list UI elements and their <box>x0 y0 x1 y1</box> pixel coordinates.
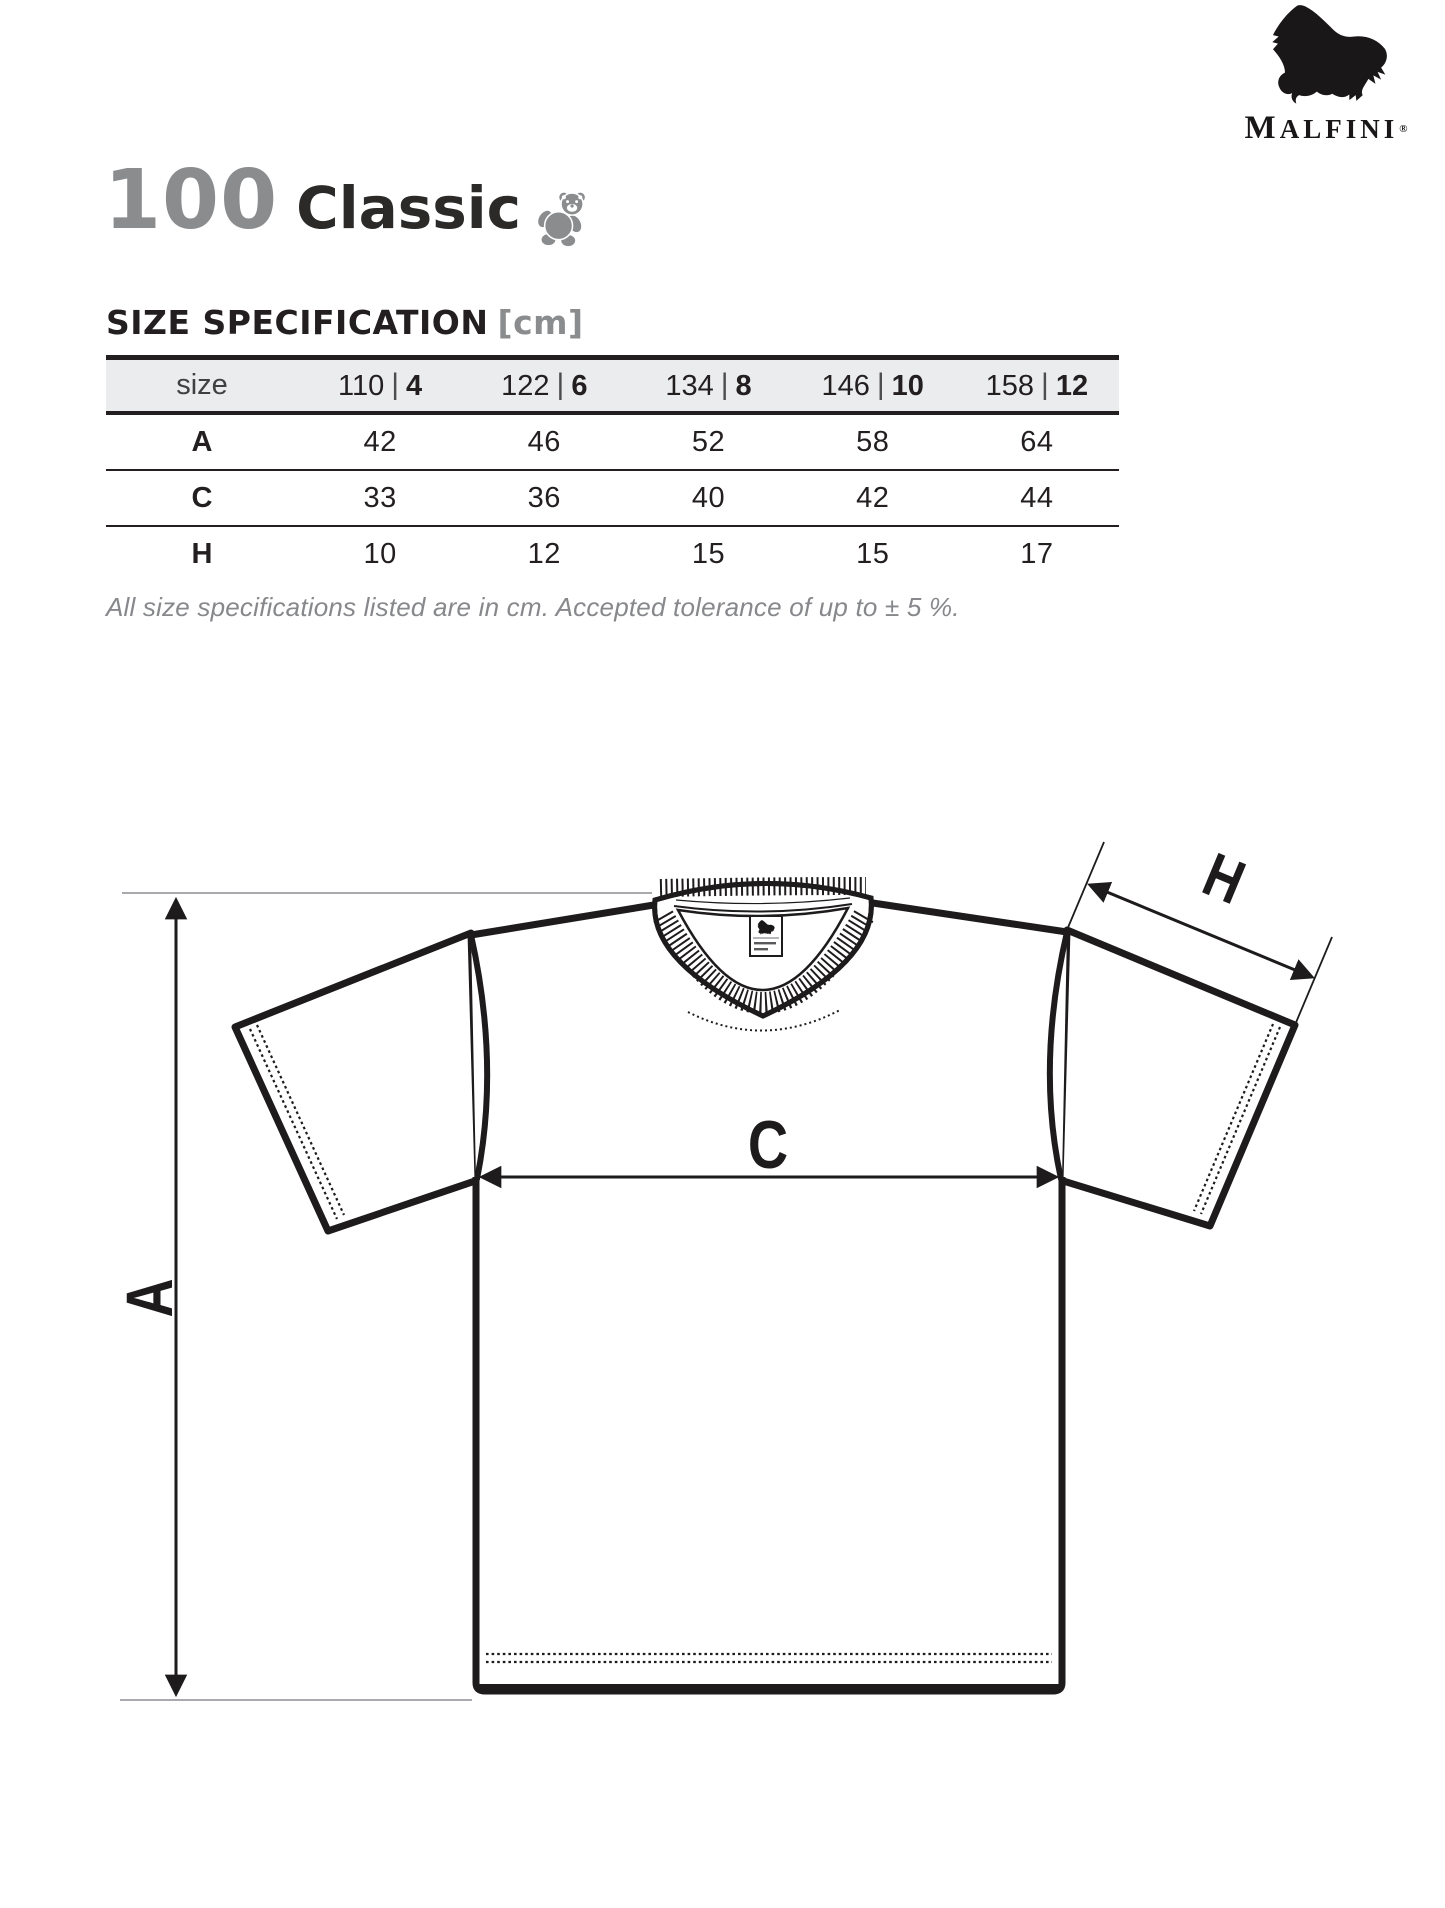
size-column-146-10: 146 | 10 <box>821 367 924 402</box>
table-row-A <box>106 415 1119 469</box>
size-corner-label: size <box>176 369 228 401</box>
row-label-H: H <box>191 537 213 570</box>
dimension-label-A: A <box>111 1278 187 1318</box>
malfini-bird-icon <box>1226 4 1426 110</box>
value-cell: 17 <box>1020 537 1054 570</box>
size-column-122-6: 122 | 6 <box>501 367 588 402</box>
dimension-label-C: C <box>747 1107 789 1184</box>
value-cell: 42 <box>363 425 397 458</box>
value-cell: 15 <box>691 537 726 570</box>
table-row-C <box>106 469 1119 525</box>
value-cell: 15 <box>856 537 890 570</box>
tolerance-note: All size specifications listed are in cm. Accepted tolerance of up to ± 5 %. <box>106 592 960 622</box>
product-title <box>104 153 587 248</box>
value-cell: 44 <box>1020 481 1054 514</box>
size-table <box>106 355 1119 581</box>
sleeve-left <box>235 933 478 1231</box>
size-column-134-8: 134 | 8 <box>665 367 752 402</box>
value-cell: 33 <box>363 481 397 514</box>
value-cell: 64 <box>1020 425 1054 458</box>
brand-wordmark-initial: M <box>1244 110 1280 146</box>
value-cell: 12 <box>527 537 561 570</box>
value-cell: 52 <box>691 425 726 458</box>
registered-trademark: ® <box>1399 122 1408 135</box>
row-label-A: A <box>191 425 213 458</box>
brand-logo <box>1219 4 1433 145</box>
value-cell: 40 <box>691 481 726 514</box>
row-label-C: C <box>191 481 213 514</box>
neck-label <box>750 916 782 956</box>
table-row-H <box>106 525 1119 581</box>
value-cell: 58 <box>856 425 890 458</box>
dimension-label-H: H <box>1193 840 1254 919</box>
product-code: 100 <box>104 153 279 248</box>
h-extension-line <box>1292 937 1332 1032</box>
size-column-158-12: 158 | 12 <box>985 367 1089 402</box>
value-cell: 42 <box>856 481 890 514</box>
teddy-bear-icon <box>535 188 587 248</box>
product-name: Classic <box>296 174 522 242</box>
brand-wordmark-rest: ALFINI <box>1279 114 1399 144</box>
size-column-110-4: 110 | 4 <box>338 367 423 402</box>
tshirt-body <box>476 1177 1062 1691</box>
size-table-header <box>106 360 1119 415</box>
section-title: SIZE SPECIFICATION <box>106 303 489 342</box>
brand-wordmark <box>1219 112 1433 145</box>
section-unit: [cm] <box>497 303 584 342</box>
value-cell: 36 <box>527 481 561 514</box>
section-heading <box>106 303 584 342</box>
sleeve-right <box>1060 930 1295 1226</box>
value-cell: 10 <box>363 537 397 570</box>
value-cell: 46 <box>527 425 561 458</box>
tshirt-measurement-diagram <box>0 830 1445 1730</box>
